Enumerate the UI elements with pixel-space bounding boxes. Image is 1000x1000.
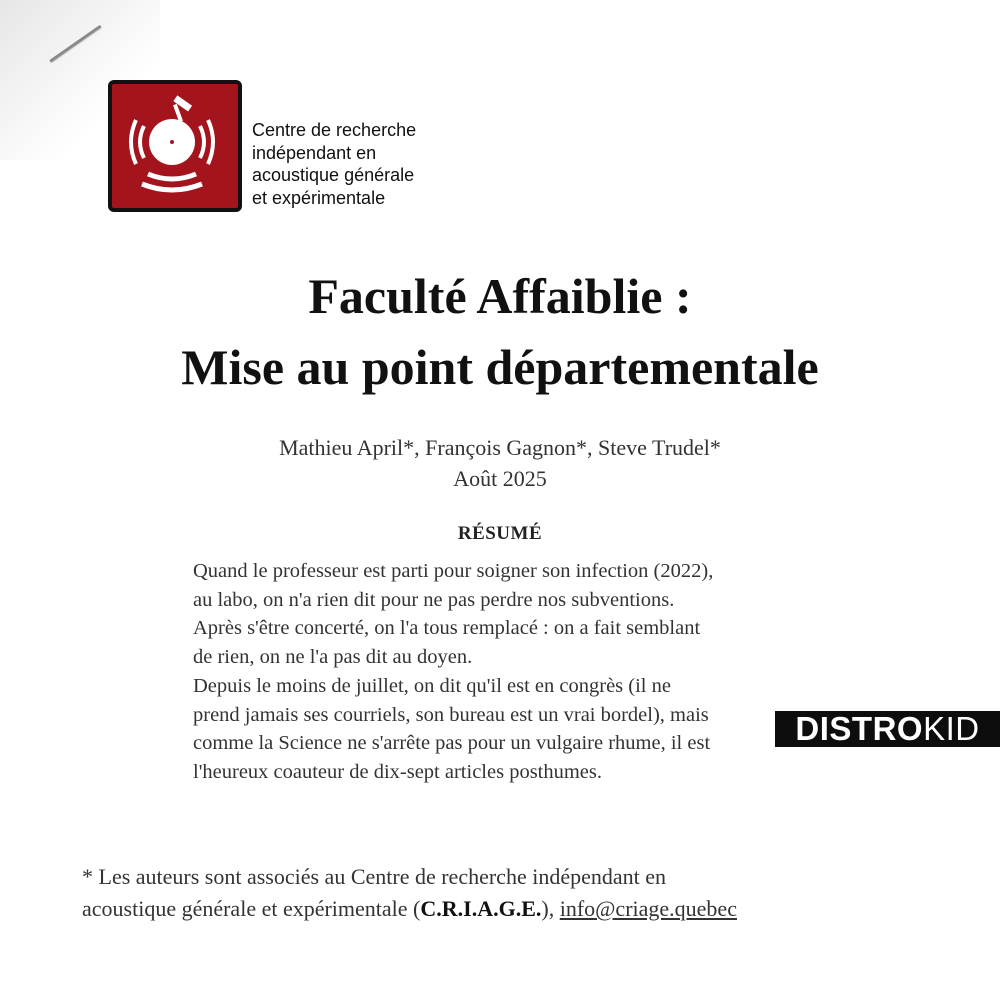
abstract-line: de rien, on ne l'a pas dit au doyen. [193,646,473,669]
abstract-line: au labo, on n'a rien dit pour ne pas perdre nos subventions. [193,588,675,611]
author-list: Mathieu April*, François Gagnon*, Steve Trudel* [279,435,721,460]
abstract-line: Après s'être concerté, on l'a tous remplacé : on a fait semblant [193,617,701,640]
organization-name-line: acoustique générale [252,165,415,185]
organization-acronym: C.R.I.A.G.E. [420,896,542,921]
organization-name-line: Centre de recherche [252,120,417,140]
watermark-strong-text: DISTRO [795,710,924,747]
abstract-line: Depuis le moins de juillet, on dit qu'il est en congrès (il ne [193,674,671,697]
organization-name [252,119,492,209]
abstract-line: prend jamais ses courriels, son bureau est un vrai bordel), mais [193,703,709,726]
footnote-line2-suffix: ), [541,896,560,921]
footnote-line2-prefix: acoustique générale et expérimentale ( [82,896,421,921]
document-title: Faculté Affaiblie : [308,268,692,324]
abstract-line: Quand le professeur est parti pour soigner son infection (2022), [193,560,714,582]
footnote-line1: * Les auteurs sont associés au Centre de recherche indépendant en [82,864,666,889]
organization-name-line: indépendant en [252,142,377,163]
footnote [82,861,962,925]
abstract-line: l'heureux coauteur de dix-sept articles posthumes. [193,760,603,783]
organization-logo [108,80,242,212]
watermark-light-text: KID [923,710,980,747]
abstract-body [193,557,853,787]
contact-email-link[interactable]: info@criage.quebec [559,896,737,921]
abstract-heading: RÉSUMÉ [457,523,543,544]
turntable-sound-waves-icon [112,84,238,208]
organization-name-line: et expérimentale [252,187,386,208]
abstract-line: comme la Science ne s'arrête pas pour un vulgaire rhume, il est [193,732,711,755]
document-subtitle: Mise au point départementale [181,339,819,395]
publication-date: Août 2025 [453,466,547,491]
distrokid-watermark [775,711,1000,747]
